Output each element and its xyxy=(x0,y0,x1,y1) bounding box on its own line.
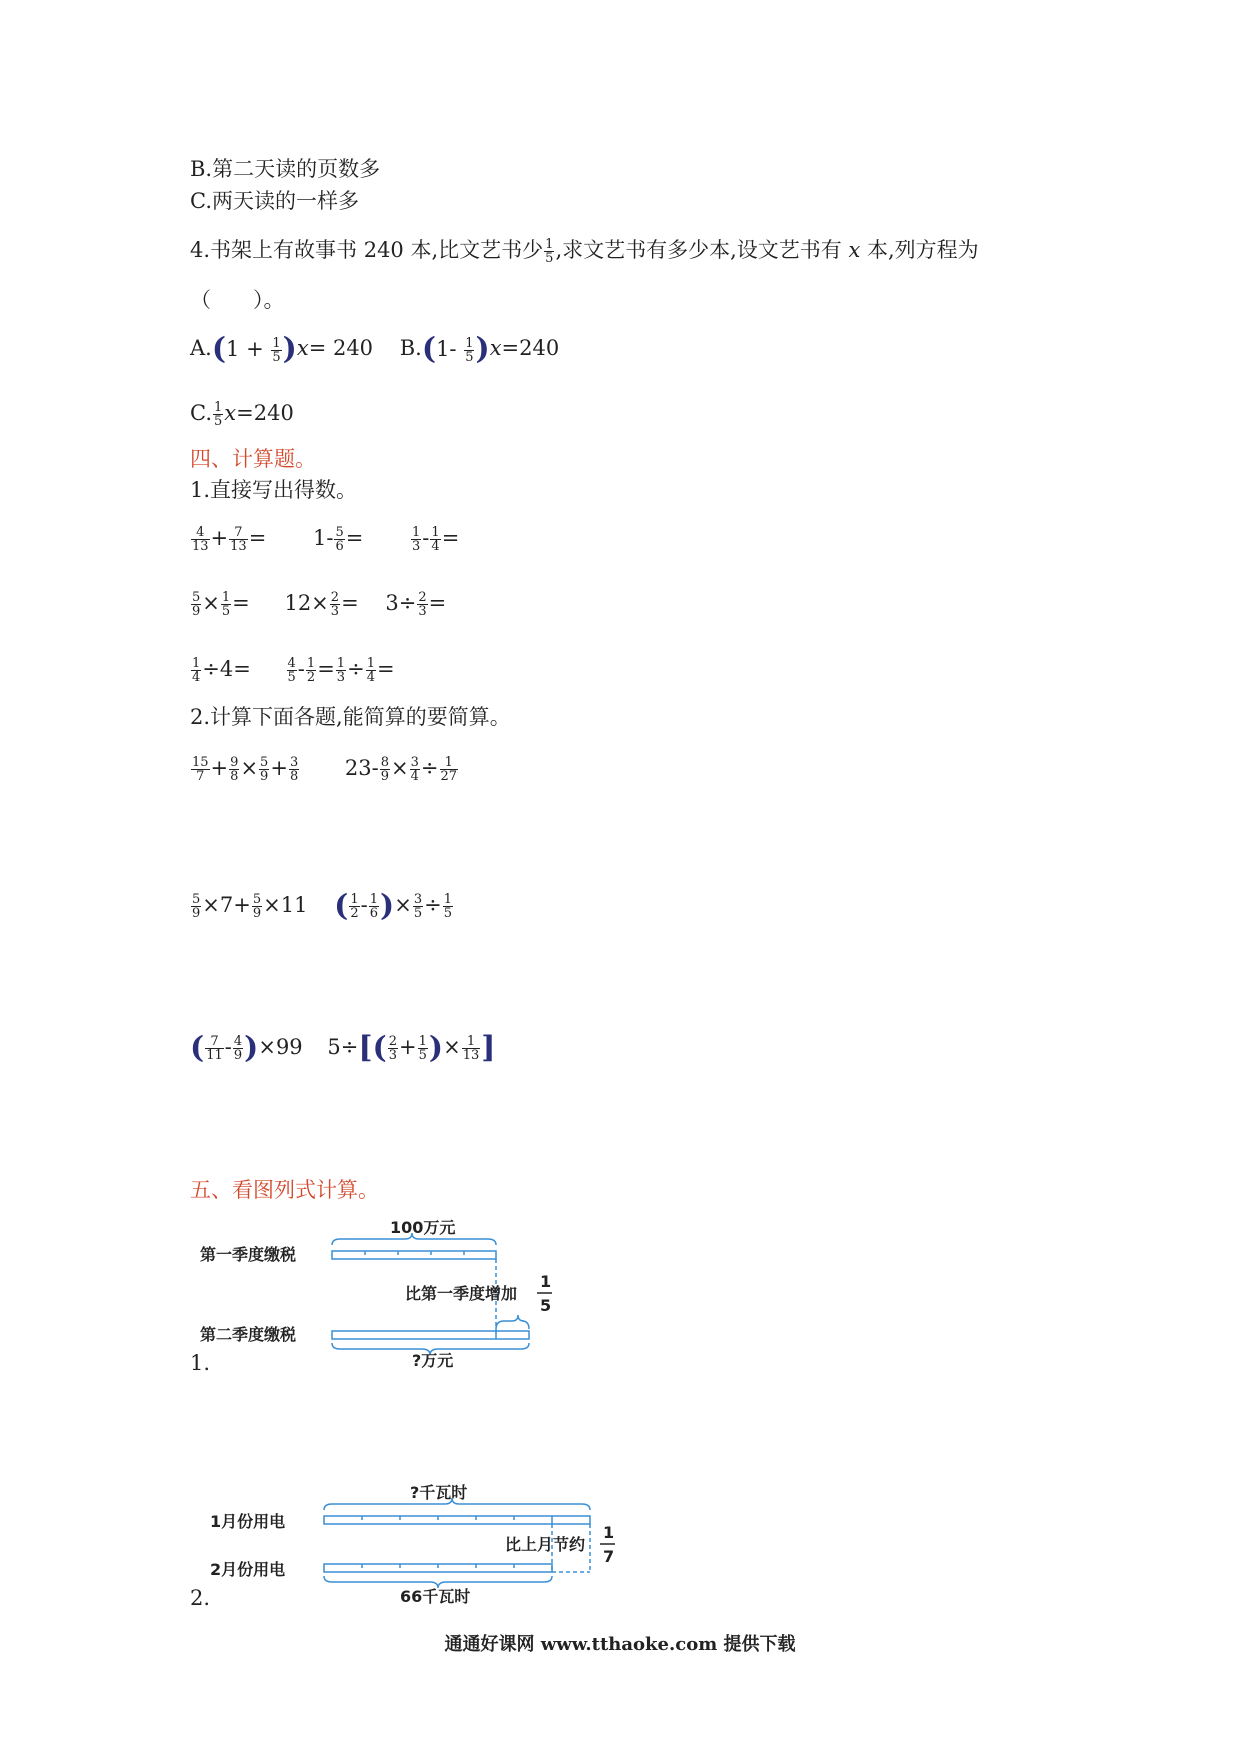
q4-variable: x xyxy=(848,238,861,262)
calc2-row-2: $\frac{5}{9}$ ×7+ $\frac{5}{9}$ ×11 ( $\frac{1}{2}$ - $\frac{1}{6}$ )× $\frac{3}{5}$ ÷ $\frac{1}{5}$ xyxy=(192,888,452,924)
section-4-sub2: 2.计算下面各题,能简算的要简算。 xyxy=(190,705,511,729)
top-value: 100万元 xyxy=(390,1218,456,1237)
fraction-numerator: 1 xyxy=(603,1523,615,1542)
calc2-row-1: $\frac{15}{7}$ + $\frac{9}{8}$ × $\frac{5}{9}$ + $\frac{3}{8}$ 23- $\frac{8}{9}$ × $\frac{3}{4}$ ÷ $\frac{1}{27}$ xyxy=(192,755,458,784)
section-4-title: 四、计算题。 xyxy=(190,447,316,471)
q4-text-c: 本,列方程为 xyxy=(860,238,979,262)
electricity-bar-diagram xyxy=(200,1480,640,1610)
q4-text-b: ,求文艺书有多少本,设文艺书有 xyxy=(555,238,849,262)
row2-label: 第二季度缴税 xyxy=(200,1325,297,1344)
bottom-value: 66千瓦时 xyxy=(400,1587,471,1606)
row1-label: 1月份用电 xyxy=(210,1512,286,1531)
fraction: $\frac{1}{5}$ xyxy=(545,237,554,266)
fraction-denominator: 7 xyxy=(603,1547,615,1566)
question-4 xyxy=(190,237,979,265)
option-c: C.两天读的一样多 xyxy=(190,189,359,213)
section-4-sub1: 1.直接写出得数。 xyxy=(190,478,358,502)
bottom-value: ?万元 xyxy=(412,1351,454,1370)
row1-label: 第一季度缴税 xyxy=(200,1245,297,1264)
compare-label: 比第一季度增加 xyxy=(405,1284,518,1303)
calc-row-3: $\frac{1}{4}$ ÷4= $\frac{4}{5}$ - $\frac{1}{2}$ = $\frac{1}{3}$ ÷ $\frac{1}{4}$ = xyxy=(192,656,395,685)
calc-row-1: $\frac{4}{13}$ + $\frac{7}{13}$ = 1- $\frac{5}{6}$ = $\frac{1}{3}$ - $\frac{1}{4}$ = xyxy=(192,525,460,554)
fraction-numerator: 1 xyxy=(540,1272,552,1291)
calc-row-2: $\frac{5}{9}$ × $\frac{1}{5}$ = 12× $\frac{2}{3}$ = 3÷ $\frac{2}{3}$ = xyxy=(192,590,447,619)
item-1: 1. xyxy=(190,1351,211,1375)
footer-credit: 通通好课网 www.tthaoke.com 提供下载 xyxy=(444,1634,796,1655)
q4-answer-blank: （ ）。 xyxy=(190,288,285,312)
fraction-denominator: 5 xyxy=(540,1296,552,1315)
q4-option-a: A.(1 + $\frac{1}{5}$ )x= 240 B.(1- $\frac{1}{5}$ )x=240 xyxy=(190,331,560,367)
tax-bar-diagram xyxy=(200,1215,570,1370)
compare-label: 比上月节约 xyxy=(505,1535,586,1554)
item-2: 2. xyxy=(190,1586,211,1610)
option-b: B.第二天读的页数多 xyxy=(190,157,381,181)
top-value: ?千瓦时 xyxy=(410,1483,468,1502)
section-5-title: 五、看图列式计算。 xyxy=(190,1178,379,1202)
q4-option-c: C. $\frac{1}{5}$ x=240 xyxy=(190,400,294,429)
calc2-row-3: ( $\frac{7}{11}$ - $\frac{4}{9}$ )×99 5÷[( $\frac{2}{3}$ + $\frac{1}{5}$ )× $\frac{1}{13}$ ] xyxy=(190,1030,496,1066)
row2-label: 2月份用电 xyxy=(210,1560,286,1579)
q4-text-a: 4.书架上有故事书 240 本,比文艺书少 xyxy=(190,238,544,262)
